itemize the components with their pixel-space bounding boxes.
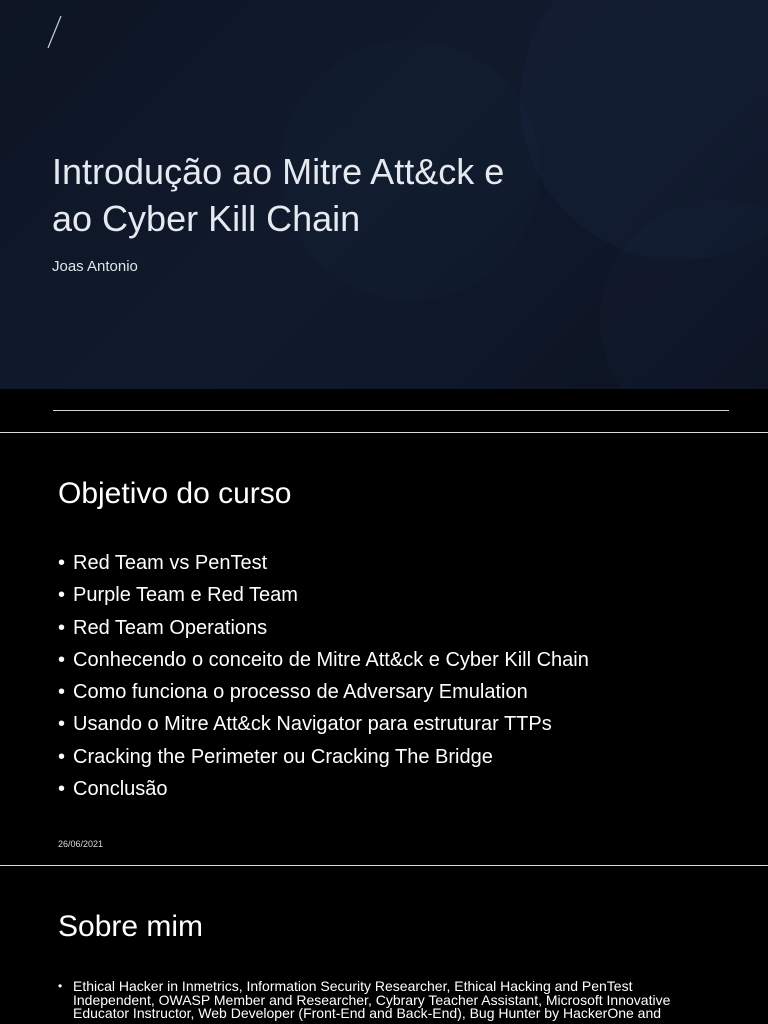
bullet-icon: • (58, 745, 66, 768)
list-item: • Conclusão (58, 773, 589, 805)
list-item: • Red Team Operations (58, 612, 589, 644)
slide-sobre-mim (0, 866, 768, 1024)
slide-title (0, 0, 768, 432)
bullet-icon: • (58, 713, 66, 736)
slide-date: 26/06/2021 (58, 839, 104, 849)
slide-background (0, 0, 768, 389)
list-item: • Purple Team e Red Team (58, 579, 589, 611)
bio-paragraph (58, 980, 708, 1021)
list-item: • Cracking the Perimeter ou Cracking The Bridge (58, 741, 589, 773)
slide-heading: Sobre mim (58, 910, 204, 943)
bio-text: Ethical Hacker in Inmetrics, Information Security Researcher, Ethical Hacking and PenTest Independent, OWASP Member and Researcher, Cybrary Teacher Assistant, Microsoft Innovative Educator Instructor, Web Developer (Front-End and Back-End), Bug Hunter by HackerOne and (73, 978, 671, 1021)
bullet-icon: • (58, 681, 66, 704)
bullet-icon: • (58, 616, 66, 639)
bullet-icon: • (58, 648, 66, 671)
presentation-title: Introdução ao Mitre Att&ck e ao Cyber Kill Chain (52, 151, 505, 239)
presentation-author: Joas Antonio (52, 258, 138, 275)
divider (53, 410, 729, 411)
list-item: • Usando o Mitre Att&ck Navigator para estruturar TTPs (58, 708, 589, 740)
bullet-list (58, 547, 589, 805)
bullet-icon: • (58, 979, 63, 993)
bullet-icon: • (58, 552, 66, 574)
list-item: • Como funciona o processo de Adversary Emulation (58, 676, 589, 708)
bullet-icon: • (58, 584, 66, 607)
slash-decoration-icon (44, 12, 64, 52)
list-item: • Red Team vs PenTest (58, 547, 589, 579)
slide-objetivo (0, 433, 768, 865)
bullet-icon: • (58, 778, 66, 801)
list-item: • Conhecendo o conceito de Mitre Att&ck e Cyber Kill Chain (58, 644, 589, 676)
slide-heading: Objetivo do curso (58, 477, 292, 510)
